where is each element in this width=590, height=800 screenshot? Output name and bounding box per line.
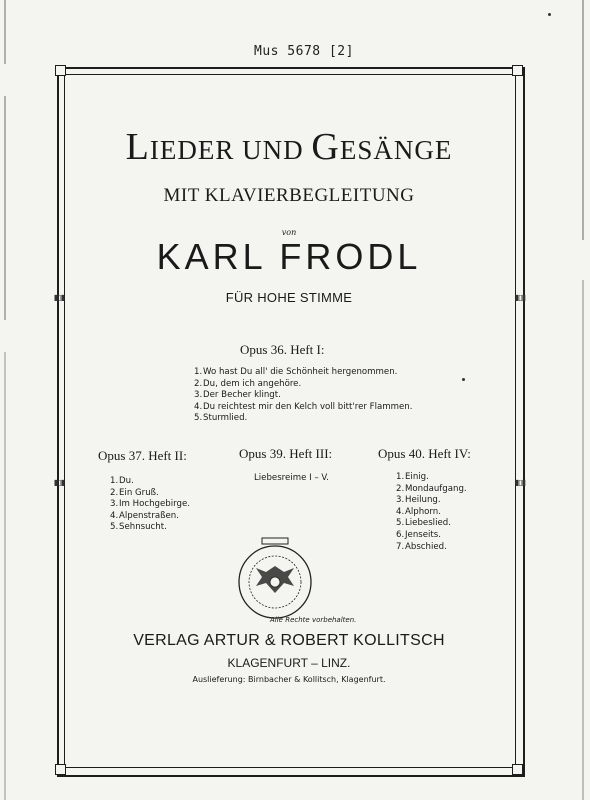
page-title	[64, 125, 514, 169]
title-part-2: ESÄNGE	[339, 135, 453, 165]
frame-corner-ornament	[55, 764, 66, 775]
voice-designation: FÜR HOHE STIMME	[225, 290, 353, 305]
list-item: 6.Jenseits.	[396, 529, 441, 540]
rights-notice: Alle Rechte vorbehalten.	[270, 616, 357, 624]
page-edge-left	[4, 0, 6, 800]
frame-corner-ornament	[512, 65, 523, 76]
publisher-name: VERLAG ARTUR & ROBERT KOLLITSCH	[133, 632, 445, 649]
frame-side-ornament	[514, 285, 526, 311]
list-item: 5.Sehnsucht.	[110, 522, 167, 533]
frame-side-ornament	[514, 470, 526, 496]
list-item: 2.Mondaufgang.	[396, 483, 467, 494]
opus40-song-list	[396, 472, 467, 553]
publisher-place: KLAGENFURT – LINZ.	[227, 656, 351, 670]
page-subtitle: MIT KLAVIERBEGLEITUNG	[163, 185, 415, 206]
list-item: 1.Einig.	[396, 472, 429, 482]
opus36-song-list	[194, 367, 412, 425]
composer-name: KARL FRODL	[156, 236, 422, 277]
list-item: 2.Ein Gruß.	[110, 487, 159, 498]
list-item: 1.Wo hast Du all' die Schönheit hergenommen.	[194, 367, 398, 377]
list-item: 3.Der Becher klingt.	[194, 390, 281, 401]
list-item: 4.Alpenstraßen.	[110, 510, 179, 521]
title-part-1: IEDER UND	[149, 135, 312, 165]
list-item: 5.Liebeslied.	[396, 518, 451, 529]
list-item: 1.Du.	[110, 476, 134, 486]
list-item: 3.Im Hochgebirge.	[110, 499, 190, 510]
opus40-heading: Opus 40. Heft IV:	[378, 446, 471, 461]
stamp-shield	[270, 577, 280, 587]
frame-side-ornament	[53, 470, 65, 496]
opus37-heading: Opus 37. Heft II:	[98, 448, 187, 463]
opus36-heading: Opus 36. Heft I:	[240, 342, 325, 357]
library-stamp	[232, 536, 318, 622]
distribution-note: Auslieferung: Birnbacher & Kollitsch, Klagenfurt.	[192, 675, 386, 684]
ink-speck	[462, 378, 465, 381]
list-item: 3.Heilung.	[396, 495, 441, 506]
stamp-crown-bar	[262, 538, 288, 544]
title-initial-l: L	[125, 126, 150, 168]
list-item: 7.Abschied.	[396, 541, 447, 552]
opus39-heading: Opus 39. Heft III:	[239, 446, 333, 461]
ink-speck	[548, 13, 551, 16]
page-edge-right	[582, 0, 584, 800]
library-shelfmark: Mus 5678 [2]	[254, 44, 354, 59]
by-label: von	[281, 228, 297, 237]
opus39-subtitle: Liebesreime I – V.	[254, 473, 329, 483]
title-initial-g: G	[311, 126, 340, 168]
list-item: 4.Du reichtest mir den Kelch voll bitt'rer Flammen.	[194, 401, 413, 412]
list-item: 5.Sturmlied.	[194, 413, 248, 424]
opus37-song-list	[110, 476, 190, 534]
frame-corner-ornament	[512, 764, 523, 775]
list-item: 2.Du, dem ich angehöre.	[194, 378, 302, 389]
list-item: 4.Alphorn.	[396, 506, 441, 517]
frame-corner-ornament	[55, 65, 66, 76]
